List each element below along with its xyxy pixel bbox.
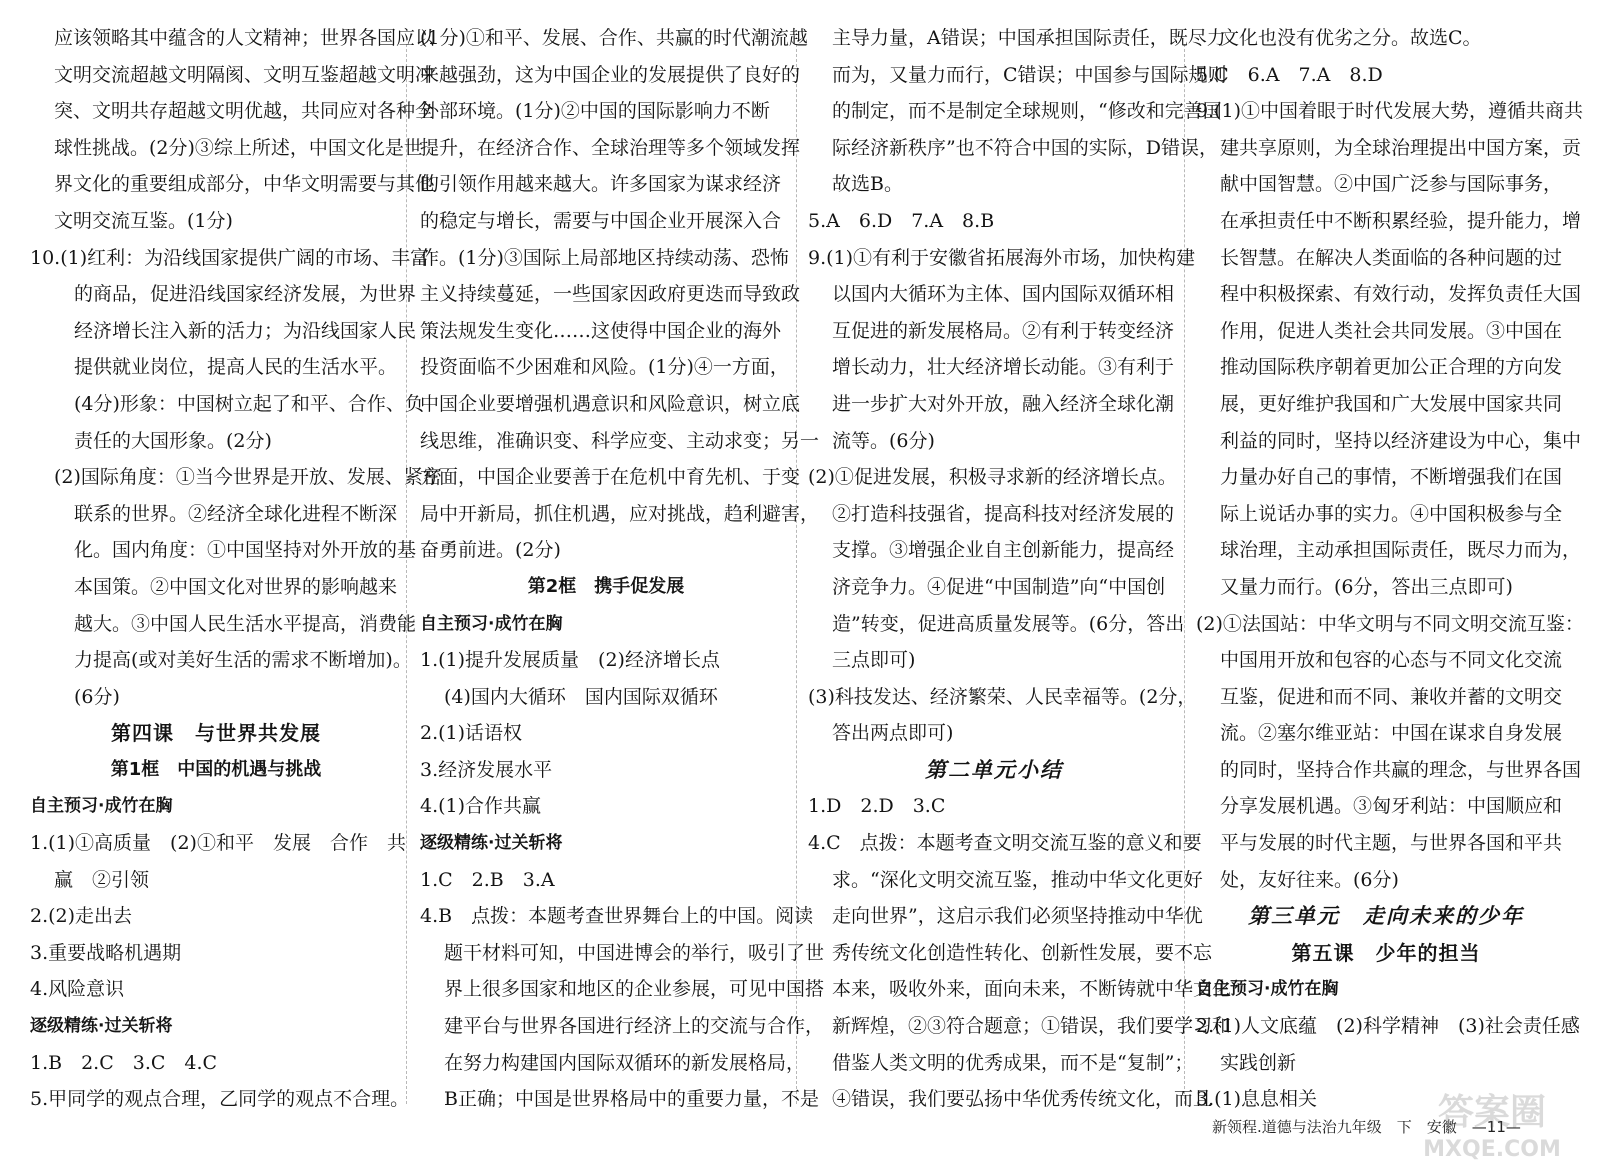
text-line: ②打造科技强省，提高科技对经济发展的	[832, 502, 1175, 525]
text-line: 的稳定与增长，需要与中国企业开展深入合	[420, 209, 782, 232]
text-line: 1.B 2.C 3.C 4.C	[30, 1051, 218, 1074]
text-line: 互鉴，促进和而不同、兼收并蓄的文明交	[1220, 685, 1563, 708]
text-line: 2.(2)走出去	[30, 905, 133, 928]
text-line: 程中积极探索、有效行动，发挥负责任大国	[1220, 283, 1582, 306]
section-heading: 第二单元小结	[925, 756, 1063, 782]
text-line: 在承担责任中不断积累经验，提升能力，增	[1220, 209, 1582, 232]
text-line: 策法规发生变化……这使得中国企业的海外	[420, 319, 782, 342]
text-line: 长智慧。在解决人类面临的各种问题的过	[1220, 246, 1563, 269]
text-line: 3.(1)息息相关	[1196, 1088, 1318, 1111]
text-line: (3)科技发达、经济繁荣、人民幸福等。(2分，	[808, 685, 1197, 708]
text-line: 主导力量，A错误；中国承担国际责任，既尽力	[832, 27, 1226, 49]
watermark-text: 答案圈	[1437, 1092, 1547, 1133]
text-line: 秀传统文化创造性转化、创新性发展，要不忘	[832, 941, 1213, 964]
text-line: 献中国智慧。②中国广泛参与国际事务，	[1220, 173, 1563, 196]
text-line: 越大。③中国人民生活水平提高，消费能	[74, 612, 417, 635]
text-line: 1.D 2.D 3.C	[808, 795, 946, 818]
text-line: 4.(1)合作共赢	[420, 795, 542, 818]
text-line: (1分)①和平、发展、合作、共赢的时代潮流越	[420, 27, 808, 49]
text-line: (2)国际角度：①当今世界是开放、发展、紧密	[54, 466, 442, 489]
text-line: 际经济新秩序”也不符合中国的实际，D错误，	[832, 136, 1218, 159]
text-line: 10.(1)红利：为沿线国家提供广阔的市场、丰富	[30, 246, 430, 269]
text-line: 题干材料可知，中国进博会的举行，吸引了世	[444, 941, 825, 964]
column-divider	[406, 44, 407, 1104]
text-line: 实践创新	[1220, 1051, 1297, 1074]
section-heading: 第1框 中国的机遇与挑战	[110, 758, 322, 780]
column-4	[1196, 20, 1584, 1118]
text-line: 主义持续蔓延，一些国家因政府更迭而导致政	[420, 283, 801, 306]
text-line: 奋勇前进。(2分)	[420, 539, 561, 562]
section-heading: 第三单元 走向未来的少年	[1248, 903, 1524, 929]
text-line: 外部环境。(1分)②中国的国际影响力不断	[420, 100, 770, 123]
text-line: 球治理，主动承担国际责任，既尽力而为，	[1220, 539, 1582, 562]
text-line: 5.甲同学的观点合理，乙同学的观点不合理。	[30, 1088, 410, 1111]
text-line: 流。②塞尔维亚站：中国在谋求自身发展	[1220, 722, 1563, 745]
column-2	[420, 20, 825, 1118]
text-line: 流等。(6分)	[832, 429, 935, 452]
text-line: 1.(1)①高质量 (2)①和平 发展 合作 共	[30, 832, 406, 855]
text-line: 方面，中国企业要善于在危机中育先机、于变	[420, 466, 801, 489]
text-line: 支撑。③增强企业自主创新能力，提高经	[832, 539, 1175, 562]
text-line: 文明交流超越文明隔阂、文明互鉴超越文明冲	[54, 63, 435, 86]
text-line: 又量力而行。(6分，答出三点即可)	[1220, 575, 1513, 598]
text-line: 借鉴人类文明的优秀成果，而不是“复制”；	[832, 1051, 1194, 1074]
text-line: 文明交流互鉴。(1分)	[54, 209, 233, 232]
text-line: 1.C 2.B 3.A	[420, 868, 555, 891]
text-line: 作用，促进人类社会共同发展。③中国在	[1220, 319, 1563, 342]
text-line: 来越强劲，这为中国企业的发展提供了良好的	[420, 63, 801, 86]
text-line: 力提高(或对美好生活的需求不断增加)。	[74, 649, 412, 672]
text-line: 在努力构建国内国际双循环的新发展格局，	[444, 1051, 806, 1074]
text-line: 增长动力，壮大经济增长动能。③有利于	[832, 356, 1175, 379]
text-line: 走向世界”，这启示我们必须坚持推动中华优	[832, 905, 1203, 928]
text-line: 进一步扩大对外开放，融入经济全球化潮	[832, 392, 1175, 415]
text-line: 分享发展机遇。③匈牙利站：中国顺应和	[1220, 795, 1563, 818]
text-line: 应该领略其中蕴含的人文精神；世界各国应以	[54, 27, 435, 49]
text-line: 局中开新局，抓住机遇，应对挑战，趋利避害，	[420, 502, 820, 525]
text-line: 利益的同时，坚持以经济建设为中心，集中	[1220, 429, 1582, 452]
text-line: 以国内大循环为主体、国内国际双循环相	[832, 283, 1175, 306]
watermark-logo	[1404, 1084, 1580, 1164]
text-line: 界文化的重要组成部分，中华文明需要与其他	[54, 173, 435, 196]
text-line: 作。(1分)③国际上局部地区持续动荡、恐怖	[420, 246, 789, 269]
section-heading: 第2框 携手促发展	[527, 575, 685, 597]
text-line: 推动国际秩序朝着更加公正合理的方向发	[1220, 356, 1563, 379]
text-line: 的同时，坚持合作共赢的理念，与世界各国	[1220, 758, 1582, 781]
text-line: 投资面临不少困难和风险。(1分)④一方面，	[420, 356, 789, 379]
text-line: 3.重要战略机遇期	[30, 941, 182, 964]
text-line: 文化也没有优劣之分。故选C。	[1220, 27, 1482, 49]
text-line: 提供就业岗位，提高人民的生活水平。	[74, 356, 398, 379]
text-line: 济竞争力。④促进“中国制造”向“中国创	[832, 575, 1166, 598]
text-line: (4)国内大循环 国内国际双循环	[444, 685, 718, 708]
text-line: (2)①促进发展，积极寻求新的经济增长点。	[808, 466, 1177, 489]
text-line: 界上很多国家和地区的企业参展，可见中国搭	[444, 978, 825, 1001]
section-heading: 自主预习·成竹在胸	[1196, 979, 1339, 1000]
text-line: 的制定，而不是制定全球规则，“修改和完善国	[832, 100, 1222, 123]
text-line: 建平台与世界各国进行经济上的交流与合作，	[444, 1015, 825, 1038]
text-line: B正确；中国是世界格局中的重要力量，不是	[444, 1088, 819, 1111]
section-heading: 自主预习·成竹在胸	[30, 796, 173, 817]
text-line: 互促进的新发展格局。②有利于转变经济	[832, 319, 1175, 342]
text-line: 求。“深化文明交流互鉴，推动中华文化更好	[832, 868, 1203, 891]
text-line: 中国用开放和包容的心态与不同文化交流	[1220, 649, 1563, 672]
text-line: 中国企业要增强机遇意识和风险意识，树立底	[420, 392, 801, 415]
text-line: 造”转变，促进高质量发展等。(6分，答出	[832, 612, 1185, 635]
text-line: (4分)形象：中国树立起了和平、合作、负	[74, 392, 424, 415]
text-line: ④错误，我们要弘扬中华优秀传统文化，而且	[832, 1088, 1213, 1111]
text-line: 建共享原则，为全球治理提出中国方案，贡	[1220, 136, 1582, 159]
text-line: 2.(1)话语权	[420, 722, 523, 745]
section-heading: 自主预习·成竹在胸	[420, 613, 563, 634]
section-heading: 第五课 少年的担当	[1291, 940, 1481, 965]
text-line: 联系的世界。②经济全球化进程不断深	[74, 502, 398, 525]
text-line: 4.B 点拨：本题考查世界舞台上的中国。阅读	[420, 905, 814, 928]
text-line: 线思维，准确识变、科学应变、主动求变；另一	[420, 429, 820, 452]
text-line: 3.经济发展水平	[420, 758, 553, 781]
section-heading: 逐级精练·过关斩将	[30, 1016, 173, 1037]
text-line: (6分)	[74, 685, 120, 708]
text-line: 5.A 6.D 7.A 8.B	[808, 209, 995, 232]
text-line: 处，友好往来。(6分)	[1220, 868, 1399, 891]
text-line: 而为，又量力而行，C错误；中国参与国际规则	[832, 63, 1227, 86]
text-line: 9.(1)①有利于安徽省拓展海外市场，加快构建	[808, 246, 1196, 269]
text-line: 2.(1)人文底蕴 (2)科学精神 (3)社会责任感	[1196, 1015, 1580, 1038]
text-line: 答出两点即可)	[832, 722, 954, 745]
text-line: (2)①法国站：中华文明与不同文明交流互鉴：	[1196, 612, 1584, 635]
text-line: 9.(1)①中国着眼于时代发展大势，遵循共商共	[1196, 100, 1584, 123]
text-line: 本来，吸收外来，面向未来，不断铸就中华文化	[832, 978, 1232, 1001]
text-line: 5.C 6.A 7.A 8.D	[1196, 63, 1383, 86]
text-line: 展，更好维护我国和广大发展中国家共同	[1220, 392, 1563, 415]
text-line: 提升，在经济合作、全球治理等多个领域发挥	[420, 136, 801, 159]
text-line: 际上说话办事的实力。④中国积极参与全	[1220, 502, 1563, 525]
watermark-url: MXQE.COM	[1423, 1137, 1561, 1162]
text-line: 力量办好自己的事情，不断增强我们在国	[1220, 466, 1563, 489]
text-line: 球性挑战。(2分)③综上所述，中国文化是世	[54, 136, 423, 159]
section-heading: 第四课 与世界共发展	[111, 721, 321, 746]
text-line: 平与发展的时代主题，与世界各国和平共	[1220, 832, 1563, 855]
text-line: 的引领作用越来越大。许多国家为谋求经济	[420, 173, 782, 196]
text-line: 的商品，促进沿线国家经济发展，为世界	[74, 283, 417, 306]
text-line: 新辉煌，②③符合题意；①错误，我们要学习和	[832, 1015, 1232, 1038]
text-line: 4.风险意识	[30, 978, 125, 1001]
text-line: 故选B。	[832, 173, 903, 196]
text-line: 责任的大国形象。(2分)	[74, 429, 272, 452]
text-line: 化。国内角度：①中国坚持对外开放的基	[74, 539, 417, 562]
text-line: 突、文明共存超越文明优越，共同应对各种全	[54, 100, 435, 123]
text-line: 1.(1)提升发展质量 (2)经济增长点	[420, 649, 720, 672]
text-line: 本国策。②中国文化对世界的影响越来	[74, 575, 398, 598]
section-heading: 逐级精练·过关斩将	[420, 833, 563, 854]
text-line: 赢 ②引领	[54, 868, 150, 891]
text-line: 经济增长注入新的活力；为沿线国家人民	[74, 319, 417, 342]
text-line: 三点即可)	[832, 649, 916, 672]
text-line: 4.C 点拨：本题考查文明交流互鉴的意义和要	[808, 832, 1202, 855]
page-footer: 新领程.道德与法治九年级 下 安徽 —11—	[1212, 1118, 1521, 1136]
column-3	[808, 20, 1232, 1118]
column-1	[30, 20, 442, 1118]
